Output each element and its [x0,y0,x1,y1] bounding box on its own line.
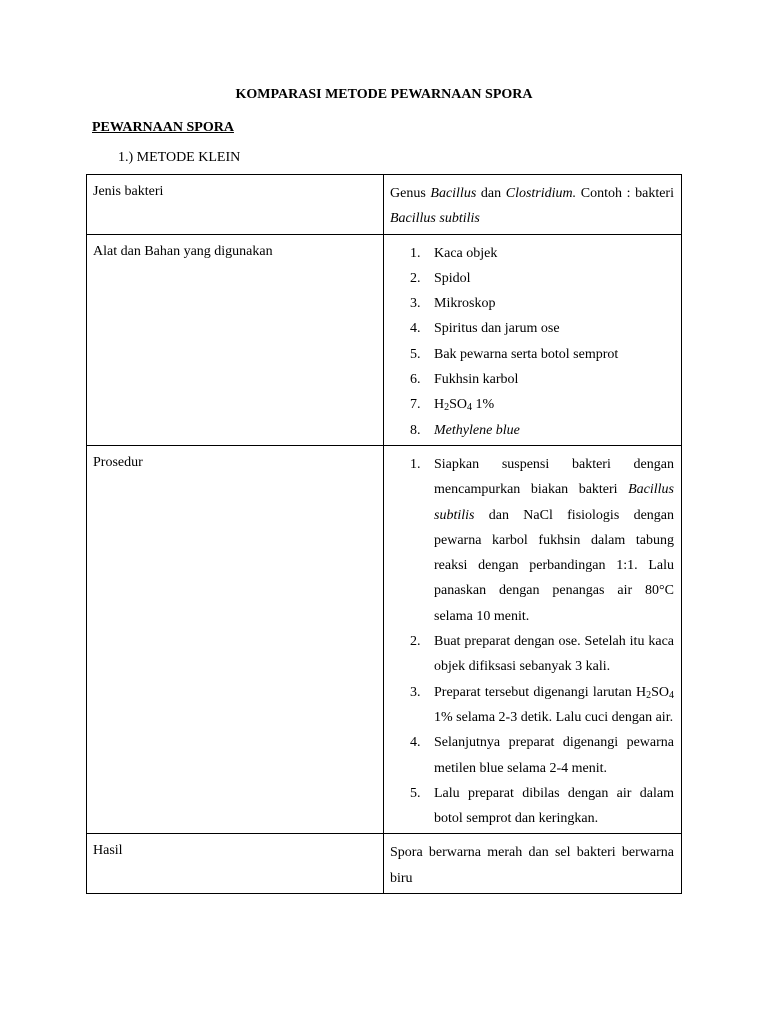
list-text: Kaca objek [434,245,498,261]
formula-part: 1% [472,397,495,413]
chemical-formula [434,397,494,412]
list-text: Fukhsin karbol [434,372,519,388]
list-number: 6. [410,372,421,388]
list-item [390,342,674,367]
list-number: 2. [410,634,421,650]
list-text: Lalu preparat dibilas dengan air dalam botol semprot dan keringkan. [434,785,674,827]
species-name: Bacillus subtilis [390,211,480,227]
list-number: 5. [410,346,421,362]
genus-name: Clostridium. [505,186,577,201]
list-text: 1% selama 2-3 detik. Lalu cuci dengan air. [434,709,674,725]
prosedur-value [384,445,682,833]
comparison-table [86,174,682,894]
list-text: dan NaCl fisiologis dengan pewarna karbol fukhsin dalam tabung reaksi dengan perbandingan 1:1. Lalu panaskan dengan penangas air 80°C selama 10 menit. [434,507,674,624]
document-title: KOMPARASI METODE PEWARNAAN SPORA [235,87,533,102]
list-text: Preparat tersebut digenangi larutan H [434,684,647,700]
list-number: 7. [410,397,421,413]
prosedur-list [390,452,674,831]
alat-bahan-value [384,234,682,445]
formula-part: SO [449,397,468,413]
list-item [390,266,674,291]
hasil-value: Spora berwarna merah dan sel bakteri berwarna biru [384,834,682,894]
section-heading: PEWARNAAN SPORA [92,120,234,135]
list-number: 1. [410,245,421,261]
list-text: Selanjutnya preparat digenangi pewarna metilen blue selama 2-4 menit. [434,735,674,776]
alat-bahan-list [390,241,674,443]
formula-subscript: 4 [467,402,473,414]
list-item [390,781,674,832]
list-item [390,629,674,680]
method-subheading: 1.) METODE KLEIN [118,150,241,165]
table-row-alat-bahan [87,234,682,445]
genus-name: Bacillus [430,186,477,201]
species-name: Bacillus subtilis [434,482,674,523]
list-text: Siapkan suspensi bakteri dengan mencampurkan biakan bakteri [434,456,674,498]
list-item [390,418,674,443]
list-text: Mikroskop [434,296,496,312]
list-item [390,730,674,781]
table-row-hasil [87,834,682,894]
list-number: 1. [410,456,421,472]
list-item [390,392,674,417]
list-number: 3. [410,296,421,312]
list-item [390,680,674,731]
formula-subscript: 2 [646,689,652,701]
formula-part: H [434,397,445,413]
list-item [390,367,674,392]
text-fragment: Contoh : bakteri [576,186,674,201]
list-number: 8. [410,422,421,438]
list-number: 4. [410,321,421,337]
list-number: 3. [410,684,421,700]
text-fragment: dan [476,186,506,201]
list-item [390,452,674,629]
table-row-prosedur [87,445,682,833]
list-item [390,316,674,341]
formula-subscript: 4 [669,689,674,701]
list-text: Buat preparat dengan ose. Setelah itu kaca objek difiksasi sebanyak 3 kali. [434,634,674,675]
formula-subscript: 2 [444,402,450,414]
list-text: Spiritus dan jarum ose [434,321,560,337]
row-label: Alat dan Bahan yang digunakan [87,234,384,445]
row-label: Jenis bakteri [87,175,384,235]
table-row-jenis-bakteri [87,175,682,235]
text-fragment: Genus [390,186,431,201]
list-number: 5. [410,785,421,801]
list-item [390,291,674,316]
jenis-bakteri-value [384,175,682,235]
list-text: Spidol [434,270,471,286]
list-number: 4. [410,735,421,751]
list-item [390,241,674,266]
row-label: Prosedur [87,445,384,833]
list-text: Bak pewarna serta botol semprot [434,346,619,362]
row-label: Hasil [87,834,384,894]
list-text: Methylene blue [434,422,520,438]
list-number: 2. [410,270,421,286]
formula-part: SO [651,684,669,700]
